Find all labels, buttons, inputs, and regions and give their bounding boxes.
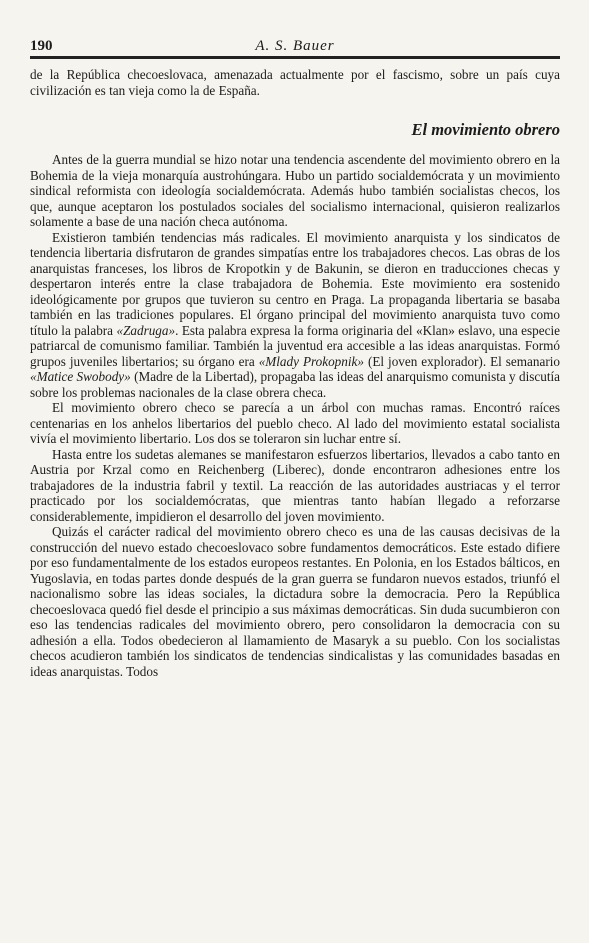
paragraph-4: Hasta entre los sudetas alemanes se manifestaron esfuerzos libertarios, llevados a cabo tanto en Austria por Krzal como en Reichenberg (Liberec), donde encontraron adhesiones entre los trabajadores de la industria fabril y textil. La reacción de las autoridades austriacas y el terror practicado por los socialdemócratas, que mientras tanto habían llegado a reforzarse considerablemente, impidieron el desarrollo del joven movimiento. xyxy=(30,446,560,524)
continuation-paragraph: de la República checoeslovaca, amenazada actualmente por el fascismo, sobre un país cuya civilización es tan vieja como la de España. xyxy=(30,67,560,98)
body-text xyxy=(30,67,560,679)
paragraph-2 xyxy=(30,230,560,401)
mlady-prokopnik-title: «Mlady Prokopnik» xyxy=(258,353,364,369)
section-title: El movimiento obrero xyxy=(411,120,560,139)
page-number: 190 xyxy=(30,38,53,54)
book-page xyxy=(30,34,560,679)
paragraph-2-d: (Madre de la Libertad), propagaba las ideas del anarquismo comunista y discutía sobre los problemas nacionales de la clase obrera checa. xyxy=(30,369,560,400)
paragraph-5: Quizás el carácter radical del movimiento obrero checo es una de las causas decisivas de la construcción del nuevo estado checoeslovaco sobre fundamentos democráticos. Este estado difiere por eso fundamentalmente de los estados europeos restantes. En Polonia, en los Estados bálticos, en Yugoslavia, en todas partes donde después de la gran guerra se fundaron nuevos estados, triunfó el nacionalismo sobre las ideas sociales, la dictadura sobre la democracia. Pero la República checoeslovaca quedó fiel desde el principio a sus máximas democráticas. Sin duda sucumbieron con eso las tendencias radicales del movimiento obrero, pero consolidaron la democracia con su adhesión a ella. Todos obedecieron al llamamiento de Masaryk a su pueblo. Con los socialistas checos acudieron también los sindicatos de tendencias sindicalistas y las comunidades basadas en ideas anarquistas. Todos xyxy=(30,524,560,679)
paragraph-3: El movimiento obrero checo se parecía a un árbol con muchas ramas. Encontró raíces centenarias en los anhelos libertarios del pueblo checo. Al lado del movimiento estatal socialista vivía el movimiento libertario. Los dos se toleraron sin luchar entre sí. xyxy=(30,400,560,446)
running-head: A. S. Bauer xyxy=(255,38,335,54)
paragraph-2-b: . Esta palabra expresa la forma originaria del «Klan» eslavo, una especie patriarcal de comunismo familiar. También la juventud era accesible a las ideas anarquistas. Formó grupos juveniles libertarios; su órgano era xyxy=(30,322,560,369)
paragraph-2-a: Existieron también tendencias más radicales. El movimiento anarquista y los sindicatos de tendencia libertaria disfrutaron de grandes simpatías entre los trabajadores checos. Las obras de los anarquistas franceses, los libros de Kropotkin y de Bakunin, se dieron en traducciones checas y despertaron interés entre la clase trabajadora de Bohemia. Este movimiento era sostenido ideológicamente por grupos que tuvieron su centro en Praga. La propaganda libertaria se basaba también en las tradiciones populares. El órgano principal del movimiento anarquista tuvo como título la palabra xyxy=(30,229,560,338)
paragraph-1: Antes de la guerra mundial se hizo notar una tendencia ascendente del movimiento obrero en la Bohemia de la vieja monarquía austrohúngara. Hubo un partido socialdemócrata y un movimiento sindical reformista con ideología socialdemócrata. Además hubo también socialistas checos, los que, aunque aceptaron los postulados sociales del socialismo internacional, quisieron realizarlos solamente a base de una nación checa autónoma. xyxy=(30,152,560,229)
matice-swobody-title: «Matice Swobody» xyxy=(30,369,131,384)
page-header xyxy=(30,34,560,59)
zadruga-title: «Zadruga» xyxy=(116,322,176,338)
paragraph-2-c: (El joven explorador). El semanario xyxy=(363,353,560,369)
